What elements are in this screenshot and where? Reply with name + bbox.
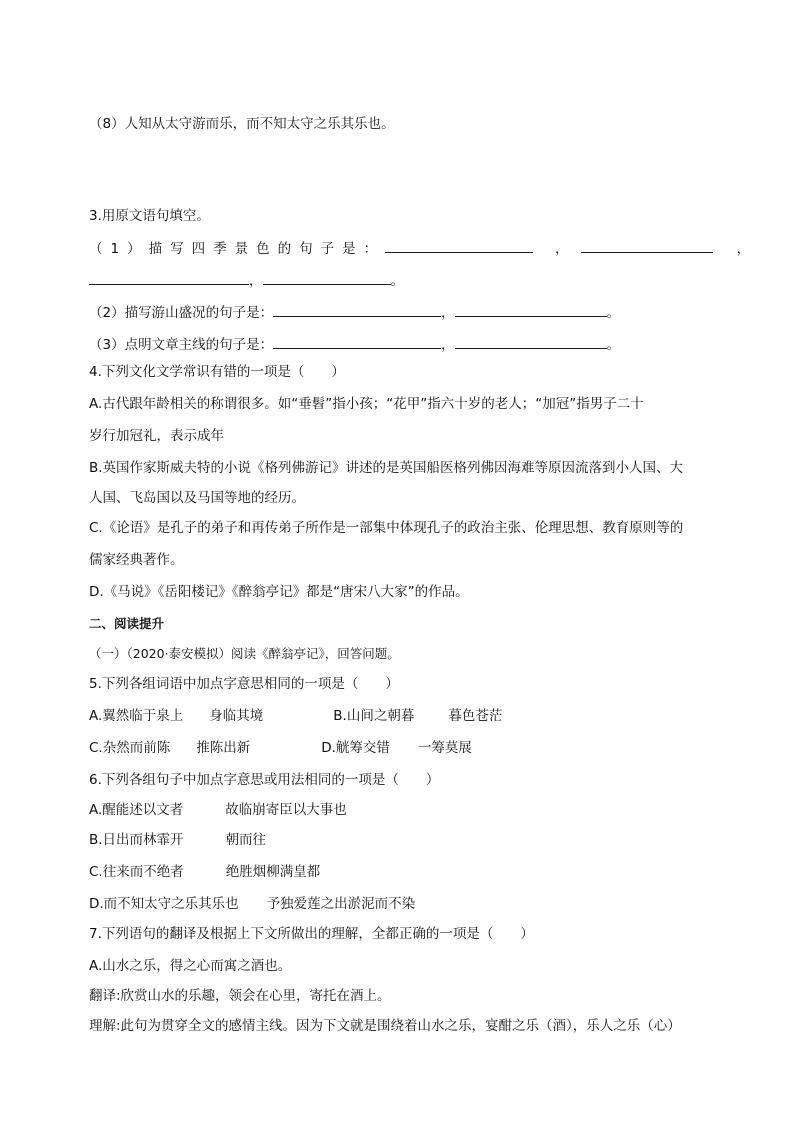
q6-c-right: 绝胜烟柳满皇都 bbox=[225, 864, 321, 880]
q5-option-b-pair: 暮色苍茫 bbox=[448, 708, 503, 724]
q5-option-b: B.山间之朝暮 bbox=[333, 708, 415, 724]
question-3-line-3 bbox=[89, 334, 620, 355]
answer-blank[interactable] bbox=[89, 270, 249, 285]
question-4-option-b-cont: 人国、飞岛国以及马国等地的经历。 bbox=[89, 490, 305, 506]
comma: ， bbox=[555, 241, 569, 257]
q6-d-right: 予独爱莲之出淤泥而不染 bbox=[266, 896, 416, 912]
q6-b-right: 朝而往 bbox=[225, 832, 267, 848]
q6-a-right: 故临崩寄臣以大事也 bbox=[225, 802, 347, 818]
question-3-line-2 bbox=[89, 302, 620, 323]
question-5-row-cd bbox=[89, 738, 472, 758]
question-4-option-b: B.英国作家斯威夫特的小说《格列佛游记》讲述的是英国船医格列佛因海难等原因流落到小人国、大 bbox=[89, 460, 684, 476]
question-6-option-c bbox=[89, 862, 320, 882]
q5-option-a-pair: 身临其境 bbox=[209, 708, 264, 724]
question-4-option-c: C.《论语》是孔子的弟子和再传弟子所作是一部集中体现孔子的政治主张、伦理思想、教育原则等的 bbox=[89, 520, 684, 536]
question-6-option-d bbox=[89, 894, 415, 914]
comma: ， bbox=[441, 337, 455, 353]
period: 。 bbox=[606, 305, 621, 321]
question-3-3-prompt: （3）点明文章主线的句子是： bbox=[89, 337, 274, 353]
section-heading: 二、阅读提升 bbox=[89, 616, 165, 631]
q5-option-d: D.觥筹交错 bbox=[321, 740, 390, 756]
answer-blank[interactable] bbox=[455, 334, 607, 349]
q5-option-a: A.翼然临于泉上 bbox=[89, 708, 184, 724]
q6-c-left: C.往来而不绝者 bbox=[89, 864, 184, 880]
question-4-title: 4.下列文化文学常识有错的一项是（ ） bbox=[89, 364, 345, 380]
question-4-option-a-cont: 岁行加冠礼，表示成年 bbox=[89, 428, 224, 444]
answer-blank[interactable] bbox=[273, 302, 441, 317]
period: 。 bbox=[606, 337, 621, 353]
question-7-title: 7.下列语句的翻译及根据上下文所做出的理解，全都正确的一项是（ ） bbox=[89, 926, 534, 942]
answer-blank[interactable] bbox=[263, 270, 391, 285]
q5-option-c: C.杂然而前陈 bbox=[89, 740, 171, 756]
q5-option-c-pair: 推陈出新 bbox=[196, 740, 251, 756]
passage-intro: （一）（2020·泰安模拟）阅读《醉翁亭记》，回答问题。 bbox=[89, 646, 400, 661]
question-3-2-prompt: （2）描写游山盛况的句子是： bbox=[89, 305, 274, 321]
period: 。 bbox=[390, 273, 404, 289]
question-5-row-ab bbox=[89, 706, 502, 726]
question-6-title: 6.下列各组句子中加点字意思或用法相同的一项是（ ） bbox=[89, 772, 440, 788]
question-3-1-prompt: （1）描写四季景色的句子是： bbox=[89, 241, 386, 257]
answer-blank[interactable] bbox=[385, 238, 533, 253]
answer-blank[interactable] bbox=[273, 334, 441, 349]
q6-d-left: D.而不知太守之乐其乐也 bbox=[89, 896, 239, 912]
question-4-option-a: A.古代跟年龄相关的称谓很多。如“垂髫”指小孩；“花甲”指六十岁的老人；“加冠”指男子二十 bbox=[89, 396, 644, 412]
question-3-line-1 bbox=[89, 238, 750, 259]
question-7-translation: 翻译:欣赏山水的乐趣，领会在心里，寄托在酒上。 bbox=[89, 988, 391, 1004]
question-6-option-b bbox=[89, 830, 266, 850]
question-4-option-c-cont: 儒家经典著作。 bbox=[89, 552, 184, 568]
question-7-option-a: A.山水之乐，得之心而寓之酒也。 bbox=[89, 958, 292, 974]
comma: ， bbox=[736, 241, 751, 257]
comma: ， bbox=[249, 273, 263, 289]
q6-b-left: B.日出而林霏开 bbox=[89, 832, 184, 848]
translation-item-8: （8）人知从太守游而乐，而不知太守之乐其乐也。 bbox=[89, 116, 395, 132]
question-5-title: 5.下列各组词语中加点字意思相同的一项是（ ） bbox=[89, 676, 399, 692]
answer-blank[interactable] bbox=[581, 238, 713, 253]
answer-blank[interactable] bbox=[455, 302, 607, 317]
question-3-title: 3.用原文语句填空。 bbox=[89, 208, 210, 224]
question-7-understanding: 理解:此句为贯穿全文的感情主线。因为下文就是围绕着山水之乐，宴酣之乐（酒），乐人之乐（心） bbox=[89, 1018, 681, 1034]
comma: ， bbox=[441, 305, 455, 321]
q6-a-left: A.醒能述以文者 bbox=[89, 802, 184, 818]
question-3-line-1-cont bbox=[89, 270, 404, 291]
q5-option-d-pair: 一筹莫展 bbox=[417, 740, 472, 756]
question-6-option-a bbox=[89, 800, 347, 820]
question-4-option-d: D.《马说》《岳阳楼记》《醉翁亭记》都是“唐宋八大家”的作品。 bbox=[89, 584, 469, 600]
